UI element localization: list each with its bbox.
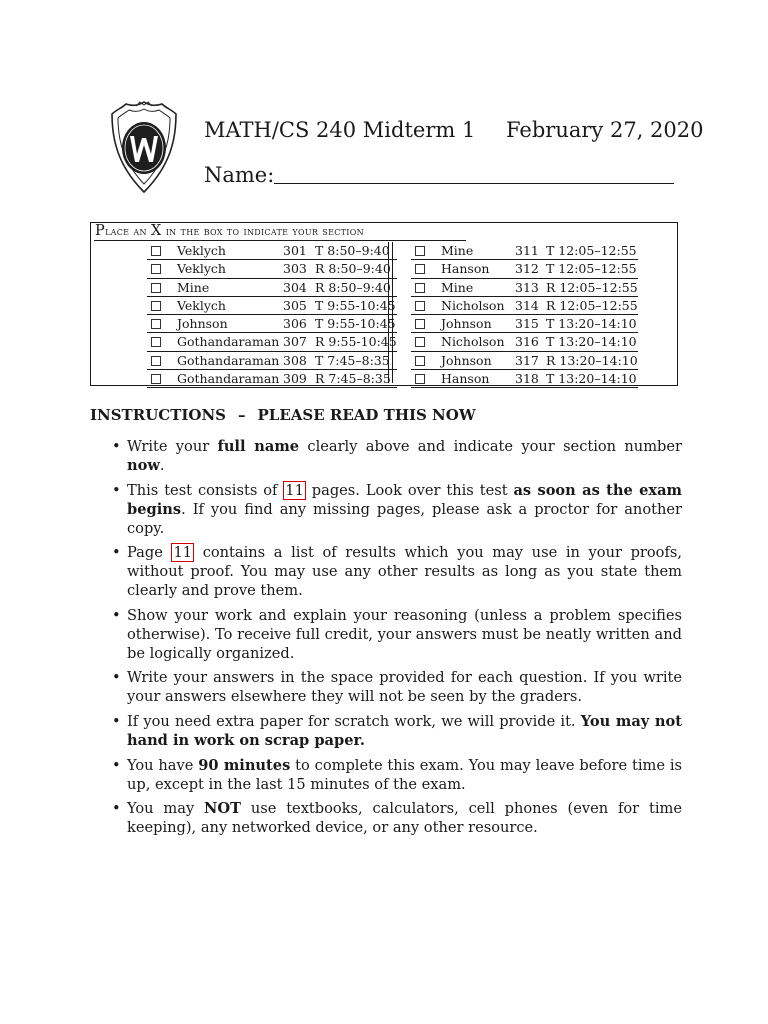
section-number: 316 (515, 333, 546, 351)
section-time: R 12:05–12:55 (546, 297, 638, 313)
section-time: T 7:45–8:35 (315, 351, 397, 369)
section-row (147, 333, 397, 351)
section-row (411, 351, 638, 369)
instructor-name: Gothandaraman (177, 333, 283, 351)
section-row (411, 260, 638, 278)
section-row (147, 315, 397, 333)
section-time: T 9:55-10:45 (315, 316, 396, 332)
section-checkbox[interactable] (151, 374, 161, 384)
section-number: 308 (283, 351, 315, 369)
section-table-right (411, 242, 638, 388)
instruction-item: • This test consists of 11 pages. Look over this test as soon as the exam begins. If you find any missing pages, please ask a proctor for another copy. (112, 481, 682, 538)
section-checkbox[interactable] (151, 283, 161, 293)
section-number: 307 (283, 333, 315, 351)
section-time: T 8:50–9:40 (315, 242, 397, 260)
section-number: 312 (515, 260, 546, 278)
instructor-name: Veklych (177, 242, 283, 260)
instructor-name: Johnson (177, 315, 283, 333)
section-row (147, 242, 397, 260)
section-row (411, 333, 638, 351)
section-time: R 13:20–14:10 (546, 352, 638, 368)
section-heading: Place an X in the box to indicate your section (95, 223, 364, 239)
university-crest-logo (110, 100, 178, 194)
heading-rule (94, 240, 466, 241)
instructor-name: Hanson (441, 260, 515, 278)
section-row (147, 278, 397, 296)
column-divider (388, 242, 393, 383)
section-time: T 13:20–14:10 (546, 316, 637, 332)
section-checkbox[interactable] (415, 356, 425, 366)
instructions-heading: INSTRUCTIONS – PLEASE READ THIS NOW (90, 406, 476, 424)
section-number: 301 (283, 242, 315, 260)
section-time: R 8:50–9:40 (315, 278, 397, 296)
section-row (147, 370, 397, 388)
instruction-item: • Write your answers in the space provided for each question. If you write your answers elsewhere they will not be seen by the graders. (112, 668, 682, 706)
section-row (411, 242, 638, 260)
section-number: 306 (283, 315, 315, 333)
instructor-name: Veklych (177, 260, 283, 278)
section-number: 314 (515, 296, 546, 314)
instruction-item: • Write your full name clearly above and indicate your section number now. (112, 437, 682, 475)
section-time: R 8:50–9:40 (315, 260, 397, 278)
section-number: 304 (283, 278, 315, 296)
name-field-line[interactable] (274, 183, 674, 184)
instructor-name: Nicholson (441, 333, 515, 351)
instruction-item: • If you need extra paper for scratch work, we will provide it. You may not hand in work on scrap paper. (112, 712, 682, 750)
section-time: T 12:05–12:55 (546, 261, 637, 277)
instructor-name: Gothandaraman (177, 351, 283, 369)
section-number: 315 (515, 315, 546, 333)
name-label: Name: (204, 163, 275, 187)
section-number: 303 (283, 260, 315, 278)
section-selection-box (90, 222, 678, 386)
instruction-item: • You may NOT use textbooks, calculators, cell phones (even for time keeping), any networked device, or any other resource. (112, 799, 682, 837)
section-row (147, 260, 397, 278)
section-checkbox[interactable] (151, 319, 161, 329)
section-row (147, 351, 397, 369)
section-table-left (147, 242, 397, 388)
section-time: T 9:55-10:45 (315, 297, 396, 313)
section-checkbox[interactable] (415, 246, 425, 256)
section-time: R 9:55-10:45 (315, 334, 397, 350)
section-row (411, 278, 638, 296)
instructor-name: Nicholson (441, 296, 515, 314)
exam-title: MATH/CS 240 Midterm 1 (204, 118, 476, 142)
section-time: T 13:20–14:10 (546, 371, 637, 387)
instruction-item: • Page 11 contains a list of results which you may use in your proofs, without proof. You may use any other results as long as you state them clearly and prove them. (112, 543, 682, 600)
section-checkbox[interactable] (151, 264, 161, 274)
section-checkbox[interactable] (415, 337, 425, 347)
instructor-name: Mine (177, 278, 283, 296)
instructor-name: Johnson (441, 351, 515, 369)
section-checkbox[interactable] (415, 283, 425, 293)
section-checkbox[interactable] (151, 301, 161, 311)
section-number: 318 (515, 370, 546, 388)
page-reference-link[interactable]: 11 (173, 544, 193, 562)
instruction-item: • You have 90 minutes to complete this exam. You may leave before time is up, except in the last 15 minutes of the exam. (112, 756, 682, 794)
section-checkbox[interactable] (151, 246, 161, 256)
section-time: T 12:05–12:55 (546, 243, 637, 258)
section-checkbox[interactable] (415, 319, 425, 329)
section-checkbox[interactable] (415, 374, 425, 384)
section-number: 317 (515, 351, 546, 369)
section-checkbox[interactable] (415, 264, 425, 274)
section-number: 311 (515, 242, 546, 260)
instructor-name: Mine (441, 278, 515, 296)
instructor-name: Johnson (441, 315, 515, 333)
section-checkbox[interactable] (415, 301, 425, 311)
section-row (147, 296, 397, 314)
section-number: 313 (515, 278, 546, 296)
instructions-list (112, 437, 682, 843)
section-row (411, 315, 638, 333)
instruction-item: • Show your work and explain your reasoning (unless a problem specifies otherwise). To receive full credit, your answers must be neatly written and be logically organized. (112, 606, 682, 663)
section-number: 309 (283, 370, 315, 388)
instructor-name: Hanson (441, 370, 515, 388)
exam-date: February 27, 2020 (506, 118, 704, 142)
section-checkbox[interactable] (151, 337, 161, 347)
section-row (411, 370, 638, 388)
instructor-name: Gothandaraman (177, 370, 283, 388)
instructor-name: Mine (441, 242, 515, 260)
section-time: T 13:20–14:10 (546, 334, 637, 350)
section-time: R 12:05–12:55 (546, 279, 638, 295)
section-row (411, 296, 638, 314)
section-checkbox[interactable] (151, 356, 161, 366)
page-reference-link[interactable]: 11 (285, 481, 304, 499)
instructor-name: Veklych (177, 296, 283, 314)
section-number: 305 (283, 296, 315, 314)
section-time: R 7:45–8:35 (315, 370, 397, 388)
